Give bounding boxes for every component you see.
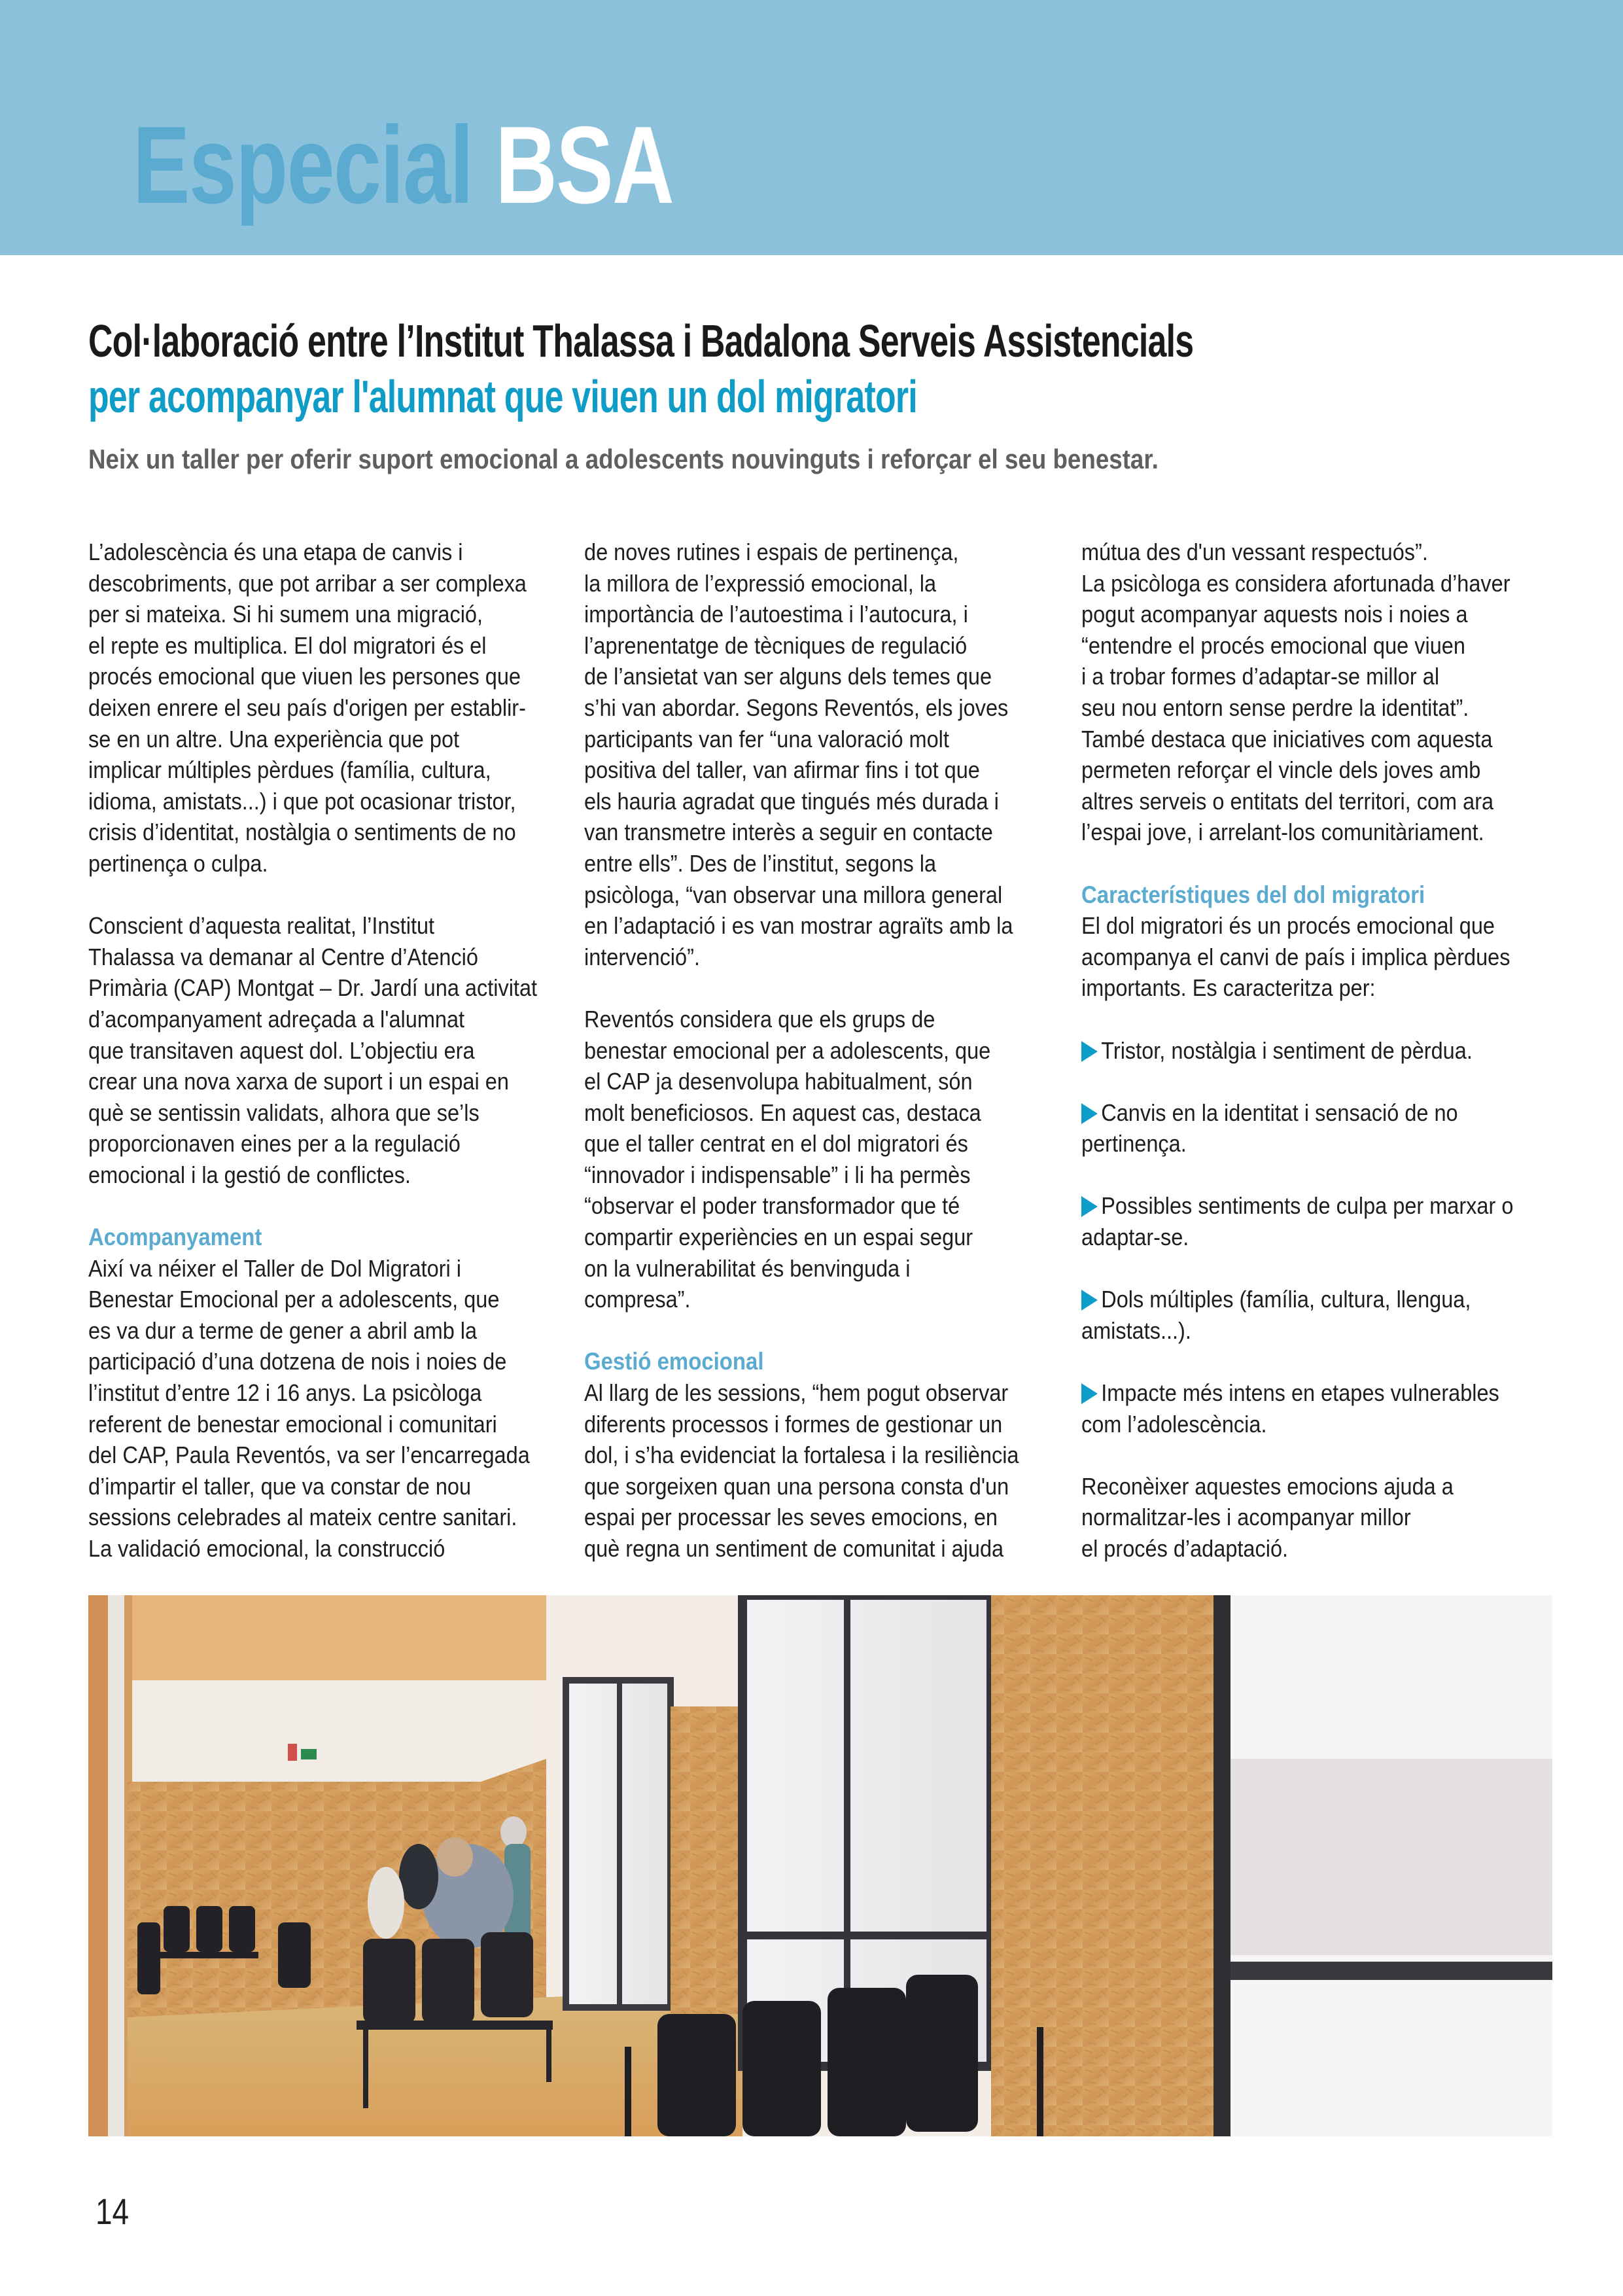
line-text: de l’ansietat van ser alguns dels temes que [584,663,992,690]
line-text: compresa”. [584,1286,691,1313]
line-text: seu nou entorn sense perdre la identitat”. [1081,694,1469,721]
text-line [1081,1409,1535,1440]
line-text: com l’adolescència. [1081,1410,1267,1438]
text-line [1081,692,1535,724]
line-text: espai per processar les seves emocions, en [584,1504,998,1531]
line-text: i a trobar formes d’adaptar-se millor al [1081,663,1440,690]
line-text: “innovador i indispensable” i li ha permès [584,1161,971,1188]
text-line [88,972,542,1004]
line-text: mútua des d'un vessant respectuós”. [1081,539,1428,565]
text-line [88,1097,542,1129]
line-text: participació d’una dotzena de nois i noies de [88,1348,507,1375]
line-text: “entendre el procés emocional que viuen [1081,631,1465,659]
line-text: l’institut d’entre 12 i 16 anys. La psicòloga [88,1379,482,1407]
text-line [584,1222,1038,1253]
text-line [584,1004,1038,1035]
text-line [584,724,1038,755]
text-line [584,1190,1038,1222]
text-line [1081,1533,1535,1564]
text-line [1081,1284,1535,1315]
line-text: idioma, amistats...) i que pot ocasionar tristor, [88,787,516,815]
line-text: la millora de l’expressió emocional, la [584,569,937,597]
text-line [88,630,542,662]
text-line [88,568,542,599]
text-line [88,910,542,942]
paragraph-gap [1081,1346,1535,1377]
text-line [584,848,1038,879]
text-line [584,1159,1038,1191]
line-text: el repte es multiplica. El dol migratori és el [88,631,487,659]
section-heading: Acompanyament [88,1224,262,1251]
text-line [88,692,542,724]
paragraph [1081,910,1535,1004]
text-line [584,817,1038,848]
text-line [584,1409,1038,1440]
text-line [584,942,1038,973]
text-line [88,1409,542,1440]
paragraph [584,1004,1038,1315]
line-text: Al llarg de les sessions, “hem pogut observar [584,1379,1009,1407]
section-heading: Gestió emocional [584,1348,764,1375]
text-line [88,754,542,786]
text-line [1081,630,1535,662]
line-text: pogut acompanyar aquests nois i noies a [1081,601,1468,628]
line-text: Reventós considera que els grups de [584,1005,935,1033]
article-standfirst: Neix un taller per oferir suport emocional a adolescents nouvinguts i reforçar el seu benestar. [88,444,1159,474]
line-text: de noves rutines i espais de pertinença, [584,539,959,565]
text-line [88,1253,542,1284]
text-line [584,1097,1038,1129]
paragraph-gap [584,1315,1038,1347]
line-text: que el taller centrat en el dol migratori és [584,1130,968,1157]
text-line [88,724,542,755]
line-text: Benestar Emocional per a adolescents, que [88,1286,500,1313]
article-column-3 [1081,537,1535,1564]
line-text: participants van fer “una valoració molt [584,725,949,752]
line-text: La validació emocional, la construcció [88,1535,445,1562]
line-text: en l’adaptació i es van mostrar agraïts amb la [584,912,1013,940]
line-text: del CAP, Paula Reventós, va ser l’encarregada [88,1441,530,1469]
article-subheadline: per acompanyar l'alumnat que viuen un dol migratori [88,371,917,422]
line-text: van transmetre interès a seguir en contacte [584,819,993,846]
line-text: es va dur a terme de gener a abril amb la [88,1316,478,1344]
line-text: positiva del taller, van afirmar fins i tot que [584,756,980,784]
line-text: d’impartir el taller, que va constar de nou [88,1472,472,1500]
text-line [584,1502,1038,1533]
paragraph-gap [1081,1004,1535,1035]
line-text: el CAP ja desenvolupa habitualment, són [584,1068,973,1095]
text-line [584,1128,1038,1159]
text-line [88,786,542,817]
text-line [584,568,1038,599]
text-line [1081,537,1535,568]
line-text: l’espai jove, i arrelant-los comunitàriament. [1081,819,1484,846]
text-line [88,1159,542,1191]
text-line [584,630,1038,662]
line-text: proporcionaven eines per a la regulació [88,1130,461,1157]
text-line [584,692,1038,724]
text-line [1081,568,1535,599]
line-text: crear una nova xarxa de suport i un espai en [88,1068,509,1095]
line-text: el procés d’adaptació. [1081,1535,1289,1562]
line-text: normalitzar-les i acompanyar millor [1081,1504,1411,1531]
text-line [88,1004,542,1035]
line-text: També destaca que iniciatives com aquesta [1081,725,1493,752]
line-text: amistats...). [1081,1316,1191,1344]
text-line [584,1471,1038,1502]
text-line [584,786,1038,817]
text-line [1081,972,1535,1004]
text-line [88,817,542,848]
page-number: 14 [96,2191,130,2232]
paragraph [88,1253,542,1564]
text-line [88,1284,542,1315]
bullet-triangle-icon [1081,1103,1098,1124]
line-text: s’hi van abordar. Segons Reventós, els joves [584,694,1009,721]
article-column-1 [88,537,542,1564]
line-text: “observar el poder transformador que té [584,1192,960,1220]
text-line [584,661,1038,692]
text-line [88,1346,542,1377]
text-line [88,661,542,692]
paragraph [88,537,542,879]
line-text: Conscient d’aquesta realitat, l’Institut [88,912,435,940]
line-text: se en un altre. Una experiència que pot [88,725,460,752]
text-line [1081,754,1535,786]
section-heading: Característiques del dol migratori [1081,881,1425,908]
line-text: entre ells”. Des de l’institut, segons la [584,849,937,877]
section-header-band [0,0,1623,255]
line-text: Canvis en la identitat i sensació de no [1101,1099,1458,1126]
bullet-item [1081,1035,1535,1067]
section-label-especial: Especial [133,103,473,226]
text-line [1081,1377,1535,1409]
line-text: molt beneficiosos. En aquest cas, destaca [584,1099,981,1126]
bullet-triangle-icon [1081,1041,1098,1062]
section-label-bsa: BSA [495,103,674,226]
text-line [88,1502,542,1533]
line-text: que transitaven aquest dol. L’objectiu era [88,1036,475,1064]
line-text: altres serveis o entitats del territori, com ara [1081,787,1494,815]
text-line [584,1439,1038,1471]
line-text: implicar múltiples pèrdues (família, cultura, [88,756,491,784]
paragraph-gap [88,1190,542,1222]
text-line [1081,1471,1535,1502]
text-line [88,1471,542,1502]
line-text: El dol migratori és un procés emocional que [1081,912,1495,940]
text-line [88,599,542,630]
line-text: acompanya el canvi de país i implica pèrdues [1081,943,1510,970]
text-line [88,537,542,568]
line-text: què regna un sentiment de comunitat i ajuda [584,1535,1004,1562]
text-line [584,1377,1038,1409]
text-line [584,1284,1038,1315]
paragraph [1081,1471,1535,1564]
text-line [1081,910,1535,942]
line-text: deixen enrere el seu país d'origen per establir- [88,694,526,721]
line-text: l’aprenentatge de tècniques de regulació [584,631,968,659]
bullet-item [1081,1097,1535,1159]
text-line [88,1035,542,1067]
line-text: La psicòloga es considera afortunada d’haver [1081,569,1510,597]
text-line [1081,1222,1535,1253]
line-text: intervenció”. [584,943,700,970]
text-line [584,910,1038,942]
text-line [88,942,542,973]
text-line [88,1439,542,1471]
line-text: referent de benestar emocional i comunitari [88,1410,497,1438]
text-line [88,1315,542,1347]
line-text: dol, i s’ha evidenciat la fortalesa i la resiliència [584,1441,1019,1469]
line-text: pertinença. [1081,1130,1187,1157]
text-line [88,848,542,879]
section-label [133,103,674,226]
line-text: crisis d’identitat, nostàlgia o sentiments de no [88,819,516,846]
bullet-item [1081,1190,1535,1252]
line-text: adaptar-se. [1081,1224,1189,1251]
paragraph [1081,537,1535,848]
line-text: pertinença o culpa. [88,849,268,877]
text-line [1081,1315,1535,1347]
line-text: Reconèixer aquestes emocions ajuda a [1081,1472,1454,1500]
text-line [88,1533,542,1564]
line-text: Possibles sentiments de culpa per marxar o [1101,1192,1514,1220]
text-line [1081,786,1535,817]
text-line [1081,1035,1535,1067]
paragraph [584,1377,1038,1564]
line-text: psicòloga, “van observar una millora general [584,881,1003,908]
paragraph-gap [1081,1253,1535,1284]
text-line [1081,1128,1535,1159]
article-column-2 [584,537,1038,1564]
text-line [584,879,1038,911]
text-line [584,1066,1038,1097]
bullet-triangle-icon [1081,1196,1098,1217]
text-line [88,1128,542,1159]
text-line [1081,599,1535,630]
line-text: importants. Es caracteritza per: [1081,974,1376,1002]
line-text: sessions celebrades al mateix centre sanitari. [88,1504,517,1531]
line-text: Dols múltiples (família, cultura, llengua, [1101,1286,1471,1313]
text-line [1081,661,1535,692]
text-line [1081,1502,1535,1533]
line-text: Thalassa va demanar al Centre d’Atenció [88,943,478,970]
text-line [88,1066,542,1097]
text-line [1081,1190,1535,1222]
line-text: per si mateixa. Si hi sumem una migració, [88,601,483,628]
bullet-item [1081,1284,1535,1346]
text-line [584,754,1038,786]
text-line [584,1253,1038,1284]
line-text: Així va néixer el Taller de Dol Migratori i [88,1254,461,1282]
line-text: Primària (CAP) Montgat – Dr. Jardí una activitat [88,974,538,1002]
article-headline: Col·laboració entre l’Institut Thalassa i Badalona Serveis Assistencials [88,315,1194,366]
text-line [584,1035,1038,1067]
paragraph-gap [1081,1066,1535,1097]
paragraph-gap [1081,1159,1535,1191]
line-text: els hauria agradat que tingués més durada i [584,787,999,815]
line-text: d’acompanyament adreçada a l'alumnat [88,1005,465,1033]
paragraph-gap [88,879,542,911]
line-text: diferents processos i formes de gestionar un [584,1410,1003,1438]
line-text: compartir experiències en un espai segur [584,1224,973,1251]
paragraph-gap [584,972,1038,1004]
bullet-triangle-icon [1081,1383,1098,1404]
line-text: que sorgeixen quan una persona consta d'un [584,1472,1009,1500]
article-photo [88,1595,1552,2136]
line-text: Impacte més intens en etapes vulnerables [1101,1379,1499,1407]
line-text: L’adolescència és una etapa de canvis i [88,539,463,565]
bullet-item [1081,1377,1535,1439]
line-text: Tristor, nostàlgia i sentiment de pèrdua. [1101,1036,1473,1064]
line-text: importància de l’autoestima i l’autocura, i [584,601,968,628]
waiting-room-photo [88,1595,1552,2136]
text-line [1081,817,1535,848]
line-text: què se sentissin validats, alhora que se’ls [88,1099,480,1126]
line-text: benestar emocional per a adolescents, que [584,1036,991,1064]
line-text: procés emocional que viuen les persones que [88,663,521,690]
text-line [584,1533,1038,1564]
text-line [1081,942,1535,973]
line-text: descobriments, que pot arribar a ser complexa [88,569,527,597]
paragraph [88,910,542,1190]
text-line [584,537,1038,568]
line-text: permeten reforçar el vincle dels joves amb [1081,756,1481,784]
line-text: on la vulnerabilitat és benvinguda i [584,1254,911,1282]
paragraph [584,537,1038,972]
line-text: emocional i la gestió de conflictes. [88,1161,411,1188]
paragraph-gap [1081,848,1535,879]
paragraph-gap [1081,1439,1535,1471]
text-line [584,599,1038,630]
text-line [88,1377,542,1409]
text-line [1081,724,1535,755]
text-line [1081,1097,1535,1129]
bullet-triangle-icon [1081,1290,1098,1311]
